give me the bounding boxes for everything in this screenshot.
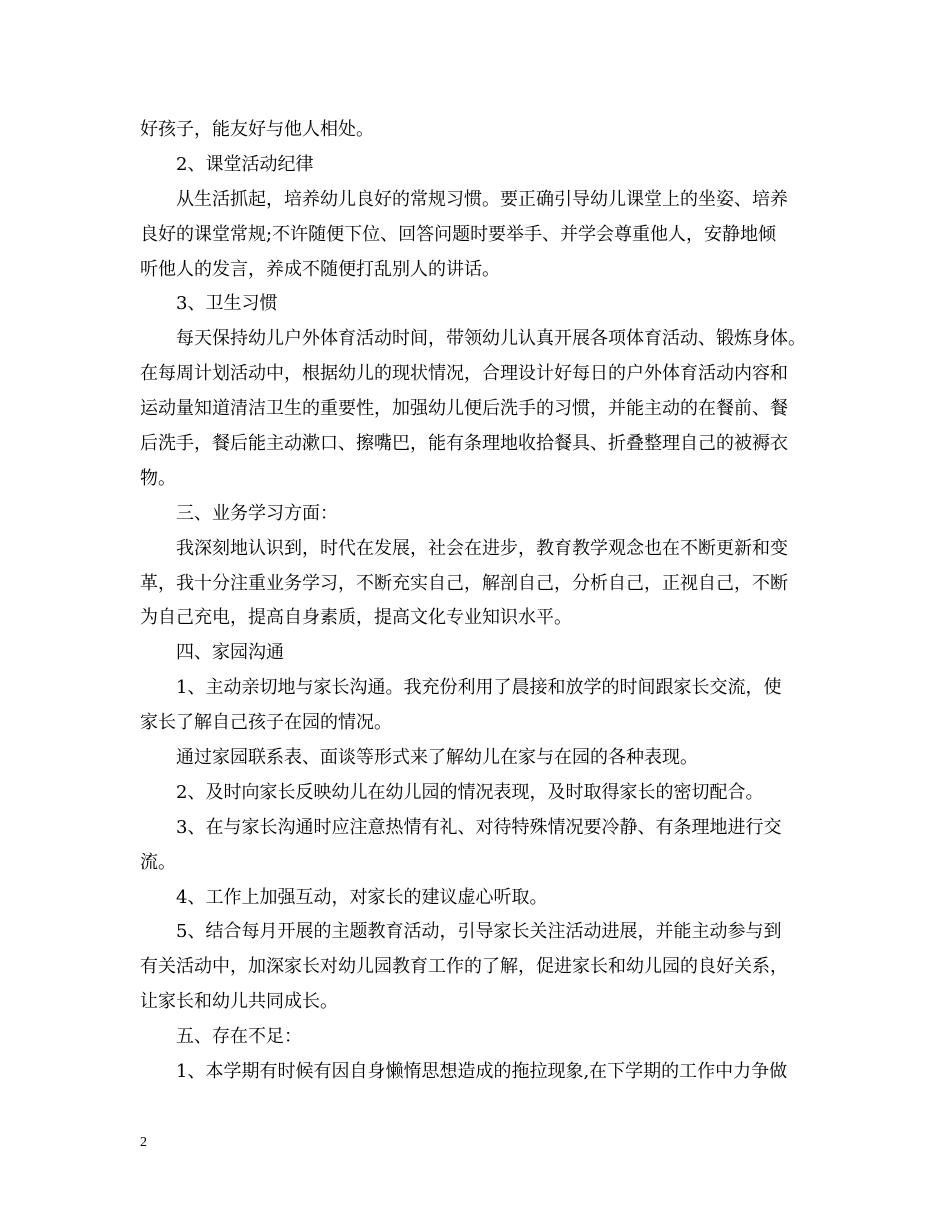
text-line: 有关活动中，加深家长对幼儿园教育工作的了解，促进家长和幼儿园的良好关系，	[140, 956, 788, 978]
text-line: 后洗手，餐后能主动漱口、擦嘴巴，能有条理地收拾餐具、折叠整理自己的被褥衣	[140, 433, 788, 455]
text-line: 2、及时向家长反映幼儿在幼儿园的情况表现，及时取得家长的密切配合。	[176, 781, 764, 803]
text-line: 良好的课堂常规;不许随便下位、回答问题时要举手、并学会尊重他人，安静地倾	[140, 223, 777, 245]
text-line: 流。	[140, 851, 176, 873]
text-line: 5、结合每月开展的主题教育活动，引导家长关注活动进展，并能主动参与到	[176, 921, 782, 943]
text-line: 五、存在不足：	[176, 1026, 302, 1048]
text-line: 革，我十分注重业务学习，不断充实自己，解剖自己，分析自己，正视自己，不断	[140, 572, 788, 594]
text-line: 1、本学期有时候有因自身懒惰思想造成的拖拉现象,在下学期的工作中力争做	[176, 1061, 788, 1083]
text-line: 四、家园沟通	[176, 642, 284, 664]
text-line: 3、在与家长沟通时应注意热情有礼、对待特殊情况要冷静、有条理地进行交	[176, 816, 782, 838]
text-line: 让家长和幼儿共同成长。	[140, 991, 338, 1013]
text-line: 3、卫生习惯	[176, 293, 278, 315]
page-number: 2	[140, 1135, 147, 1150]
text-line: 物。	[140, 467, 176, 489]
text-line: 家长了解自己孩子在园的情况。	[140, 712, 392, 734]
text-line: 听他人的发言，养成不随便打乱别人的讲话。	[140, 258, 500, 280]
text-line: 三、业务学习方面：	[176, 502, 338, 524]
text-line: 好孩子，能友好与他人相处。	[140, 119, 374, 140]
text-line: 运动量知道清洁卫生的重要性，加强幼儿便后洗手的习惯，并能主动的在餐前、餐	[140, 398, 788, 420]
text-line: 为自己充电，提高自身素质，提高文化专业知识水平。	[140, 607, 572, 629]
document-body	[140, 113, 820, 1090]
text-line: 我深刻地认识到，时代在发展，社会在进步，教育教学观念也在不断更新和变	[176, 537, 788, 559]
text-line: 每天保持幼儿户外体育活动时间，带领幼儿认真开展各项体育活动、锻炼身体。	[176, 328, 806, 350]
text-line: 从生活抓起，培养幼儿良好的常规习惯。要正确引导幼儿课堂上的坐姿、培养	[176, 188, 788, 210]
text-line: 1、主动亲切地与家长沟通。我充份利用了晨接和放学的时间跟家长交流，使	[176, 677, 782, 699]
text-line: 4、工作上加强互动，对家长的建议虚心听取。	[176, 886, 548, 908]
text-line: 在每周计划活动中，根据幼儿的现状情况，合理设计好每日的户外体育活动内容和	[140, 363, 788, 385]
text-line: 通过家园联系表、面谈等形式来了解幼儿在家与在园的各种表现。	[176, 747, 698, 769]
text-line: 2、课堂活动纪律	[176, 153, 314, 175]
